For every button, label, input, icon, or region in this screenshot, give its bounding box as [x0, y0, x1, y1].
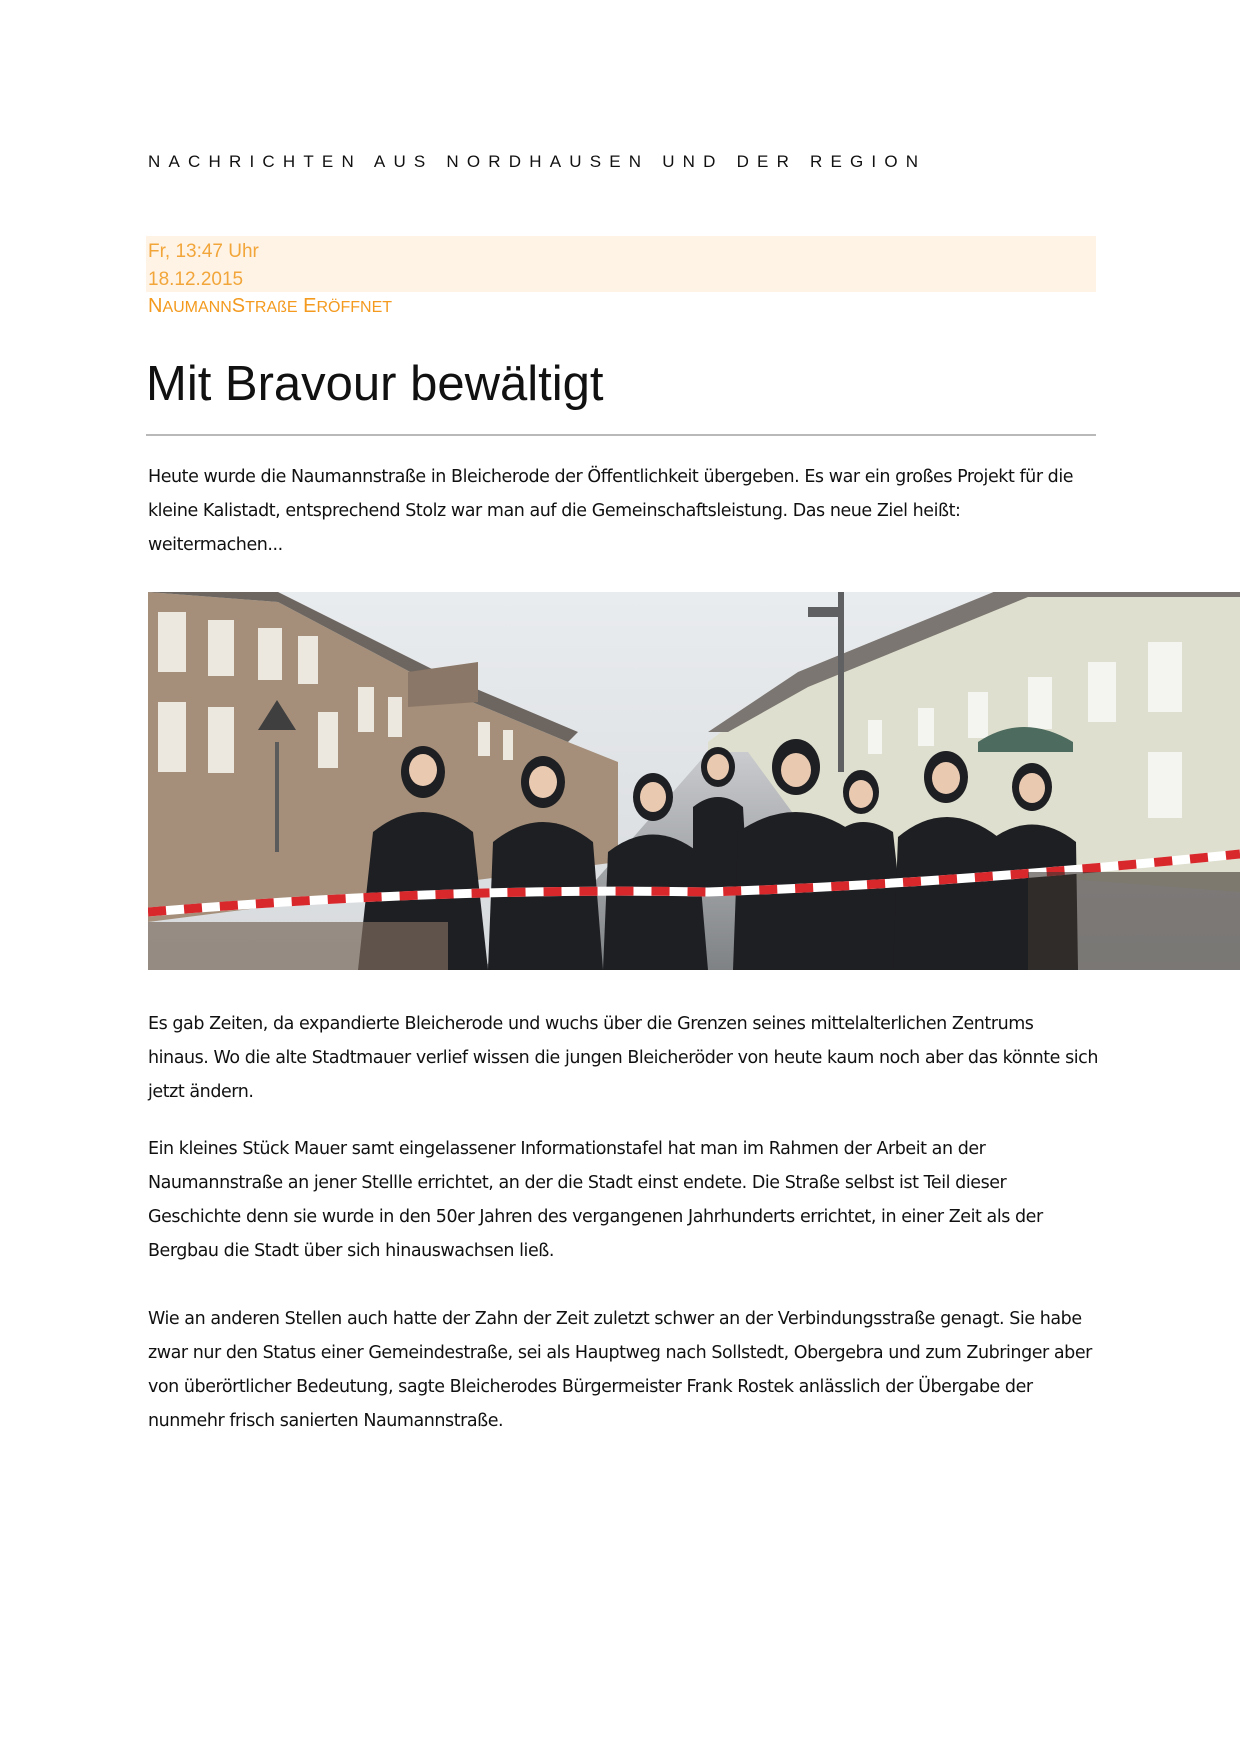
masthead: NACHRICHTEN AUS NORDHAUSEN UND DER REGION [148, 152, 927, 171]
headline-divider [146, 434, 1096, 436]
article-kicker: NAUMANNSTRAßE ERÖFFNET [148, 295, 393, 317]
publish-date: 18.12.2015 [148, 269, 244, 290]
body-paragraph-2: Ein kleines Stück Mauer samt eingelassener Informationstafel hat man im Rahmen der Arbeit an der Naumannstraße an jener Stellle errichtet, an der die Stadt einst endete. Die Straße selbst ist Teil dieser Geschichte denn sie wurde in den 50er Jahren des vergangenen Jahrhunderts errichtet, in einer Zeit als der Bergbau die Stadt über sich hinauswachsen ließ. [148, 1139, 1043, 1261]
body-paragraph-1: Es gab Zeiten, da expandierte Bleicherode und wuchs über die Grenzen seines mittelalterlichen Zentrums hinaus. Wo die alte Stadtmauer verlief wissen die jungen Bleicheröder von heute kaum noch aber das könnte sich jetzt ändern. [148, 1014, 1098, 1102]
body-paragraph-3: Wie an anderen Stellen auch hatte der Zahn der Zeit zuletzt schwer an der Verbindungsstraße genagt. Sie habe zwar nur den Status einer Gemeindestraße, sei als Hauptweg nach Sollstedt, Obergebra und zum Zubringer aber von überörtlicher Bedeutung, sagte Bleicherodes Bürgermeister Frank Rostek anlässlich der Übergabe der nunmehr frisch sanierten Naumannstraße. [148, 1309, 1092, 1431]
lead-paragraph: Heute wurde die Naumannstraße in Bleicherode der Öffentlichkeit übergeben. Es war ein großes Projekt für die kleine Kalistadt, entsprechend Stolz war man auf die Gemeinschaftsleistung. Das neue Ziel heißt: weitermachen... [148, 467, 1074, 555]
article-photo [148, 592, 1240, 970]
headline: Mit Bravour bewältigt [146, 357, 604, 411]
meta-box [146, 236, 1096, 292]
publish-time: Fr, 13:47 Uhr [148, 241, 259, 262]
